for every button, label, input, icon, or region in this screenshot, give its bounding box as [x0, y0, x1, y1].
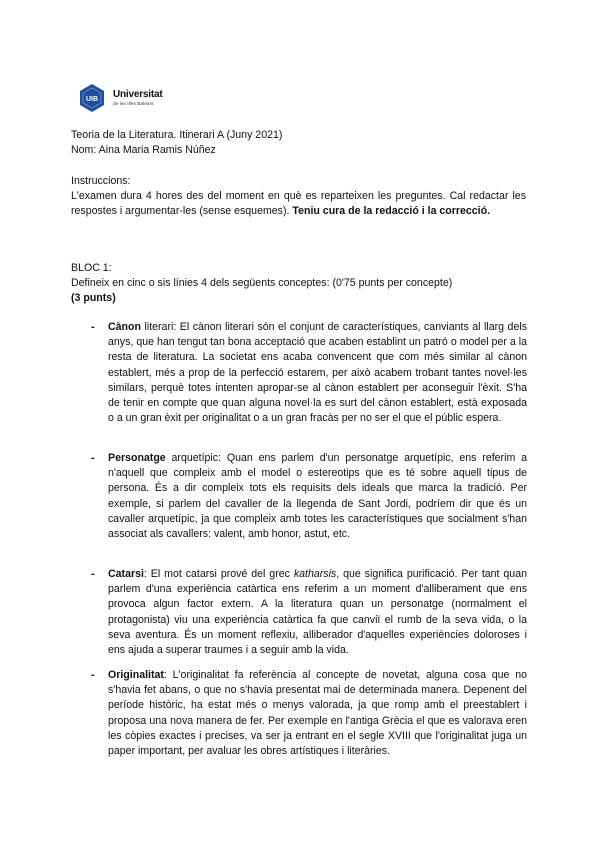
concept-term: Cànon — [108, 321, 141, 333]
concept-definition: literari: El cànon literari són el conjunt de característiques, canviants al llarg dels anys, que han tengut tan bona acceptació que acaben establint un patró o model per a la resta de literatura. La societat ens acaba convencent que com més similar al cànon establert, més a prop de la perfecció estarem, per això acabem trobant tantes novel·les similars, perquè totes intenten apropar-se al cànon establert per aconseguir l'èxit. S'ha de tenir en compte que quan alguna novel·la es surt del cànon establert, està exposada o a un gran èxit per originalitat o a un gran fracàs per no ser el que el públic espera. — [108, 321, 527, 425]
instructions — [71, 174, 526, 220]
bloc-points: (3 punts) — [71, 292, 116, 305]
answer-item-canon — [91, 320, 527, 426]
instructions-body: L'examen dura 4 hores des del moment en què es reparteixen les preguntes. Cal redactar les respostes i argumentar-les (sense esquemes). — [71, 190, 526, 218]
answer-item-catarsi — [91, 567, 527, 658]
list-dash: - — [91, 321, 95, 333]
concept-definition-end: , que significa purificació. Per tant quan parlem d'una experiència catàrtica ens referim a un moment d'alliberament que ens provoca algun factor extern. A la literatura quan un personatge (normalment el protagonista) viu una experiència catàrtica fa que canviï el rumb de la seva vida, o la seva aventura. És un moment reflexiu, alliberador d'aquelles experiències doloroses i ens ajuda a superar traumes i a seguir amb la vida. — [108, 568, 527, 657]
list-dash: - — [91, 452, 95, 464]
concept-term: Catarsi — [108, 568, 144, 580]
bloc-1-section — [71, 261, 526, 307]
logo-university-subtitle: de les Illes Balears — [113, 100, 154, 106]
seal-badge-text: UIB — [85, 96, 99, 103]
concept-definition: : L'originalitat fa referència al concepte de novetat, alguna cosa que no s'havia fet abans, o que no s'havia presentat mai de determinada manera. Depenent del període històric, ha estat més o menys valorada, ja que romp amb el preestablert i proposa una nova manera de fer. Per exemple en l'antiga Grècia el que es valorava eren les còpies exactes i precises, va ser ja entrant en el segle XVIII que l'originalitat juga un paper important, per avaluar les obres artístiques i literàries. — [108, 669, 527, 758]
bloc-title: BLOC 1: — [71, 262, 112, 274]
answer-text — [108, 567, 527, 658]
university-logo — [77, 83, 163, 113]
instructions-title: Instruccions: — [71, 175, 131, 187]
student-name: Nom: Aina Maria Ramis Núñez — [71, 144, 216, 157]
instructions-text — [71, 189, 526, 219]
logo-university-name: Universitat — [113, 88, 163, 100]
bloc-prompt: Defineix en cinc o sis línies 4 dels següents conceptes: (0'75 punts per concepte) — [71, 277, 453, 290]
concept-definition-start: : El mot catarsi prové del grec — [143, 568, 294, 580]
answer-text — [108, 451, 527, 542]
course-line: Teoria de la Literatura. Itinerari A (Juny 2021) — [71, 129, 283, 141]
exam-header — [71, 128, 526, 158]
list-dash: - — [91, 669, 95, 681]
list-dash: - — [91, 568, 95, 580]
concept-term: Personatge — [108, 452, 166, 464]
logo-text — [113, 90, 163, 107]
answer-text — [108, 668, 527, 759]
answer-text — [108, 320, 527, 426]
university-seal-icon — [77, 83, 107, 113]
concept-greek-term: katharsis — [293, 568, 337, 580]
concept-term: Originalitat — [108, 669, 164, 681]
concept-definition: arquetípic: Quan ens parlem d'un personatge arquetípic, ens referim a n'aquell que compleix amb el model o estereotips que es té sobre aquell tipus de persona. És a dir compleix tots els requisits dels ideals que marca la tradició. Per exemple, si parlem del cavaller de la llegenda de Sant Jordi, podríem dir que és un cavaller arquetípic, ja que compleix amb totes les característiques que socialment s'han associat als cavallers: valent, amb honor, astut, etc. — [108, 452, 527, 541]
answer-item-originalitat — [91, 668, 527, 759]
instructions-emphasis: Teniu cura de la redacció i la correcció. — [292, 205, 491, 218]
answer-item-personatge — [91, 451, 527, 542]
